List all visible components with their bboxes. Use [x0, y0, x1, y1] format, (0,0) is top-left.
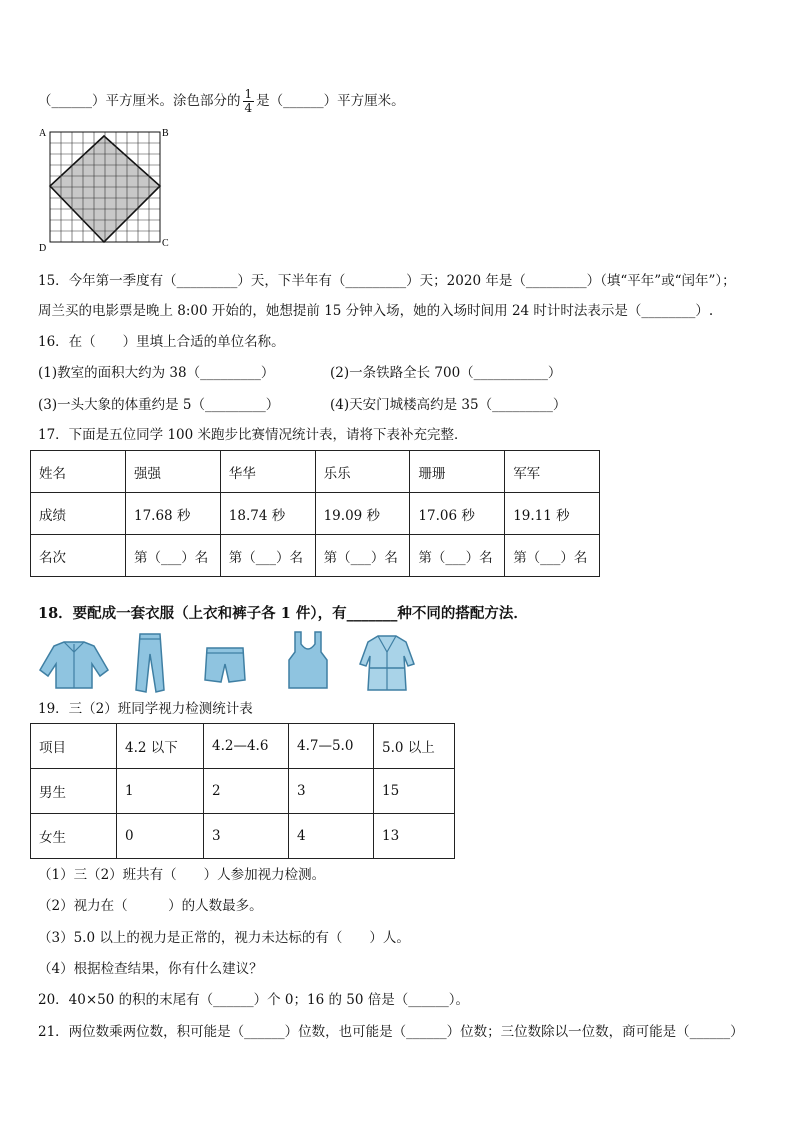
table-cell: 13: [374, 814, 455, 859]
q19-title: 19．三（2）班同学视力检测统计表: [38, 701, 253, 717]
table-cell: 第（___）名: [220, 535, 315, 577]
table-cell: 第（___）名: [410, 535, 505, 577]
table-cell: 3: [289, 769, 374, 814]
table-row: [31, 535, 600, 577]
q16-item-2: (2)一条铁路全长 700（___________）: [330, 365, 562, 381]
race-results-table: [30, 450, 600, 577]
q16-item-1: (1)教室的面积大约为 38（_________）: [38, 365, 275, 381]
tank-top-icon: [287, 630, 329, 690]
q20-text: 20．40×50 的积的末尾有（______）个 0；16 的 50 倍是（______）。: [38, 992, 469, 1008]
q14-line: [38, 88, 405, 115]
table-row: [31, 493, 600, 535]
coat-icon: [358, 632, 416, 692]
table-cell: 名次: [31, 535, 126, 577]
table-cell: 19.11 秒: [505, 493, 600, 535]
table-cell: 1: [117, 769, 204, 814]
table-cell: 男生: [31, 769, 117, 814]
corner-label-d: D: [39, 243, 47, 254]
q16-item-4: (4)天安门城楼高约是 35（_________）: [330, 397, 567, 413]
grid-figure: [36, 124, 176, 254]
table-row: [31, 814, 455, 859]
q17-title: 17．下面是五位同学 100 米跑步比赛情况统计表，请将下表补充完整．: [38, 427, 468, 443]
table-cell: 第（___）名: [315, 535, 410, 577]
table-cell: 19.09 秒: [315, 493, 410, 535]
table-cell: 第（___）名: [126, 535, 221, 577]
table-cell: 强强: [126, 451, 221, 493]
table-cell: 项目: [31, 724, 117, 769]
table-cell: 乐乐: [315, 451, 410, 493]
table-cell: 成绩: [31, 493, 126, 535]
corner-label-b: B: [162, 128, 169, 139]
vision-table: [30, 723, 455, 859]
table-cell: 姓名: [31, 451, 126, 493]
pants-icon: [130, 632, 170, 694]
q14-text-1: （______）平方厘米。涂色部分的: [38, 93, 241, 109]
table-row: [31, 451, 600, 493]
q16-item-3: (3)一头大象的体重约是 5（_________）: [38, 397, 280, 413]
table-cell: 4.2—4.6: [204, 724, 289, 769]
q19-question-4: （4）根据检查结果，你有什么建议？: [38, 961, 263, 977]
table-cell: 2: [204, 769, 289, 814]
fraction-numerator: 1: [244, 87, 253, 101]
table-cell: 珊珊: [410, 451, 505, 493]
jacket-icon: [38, 636, 110, 692]
corner-label-a: A: [39, 128, 47, 139]
table-cell: 华华: [220, 451, 315, 493]
q19-question-2: （2）视力在（ ）的人数最多。: [38, 898, 263, 914]
table-cell: 女生: [31, 814, 117, 859]
table-cell: 17.68 秒: [126, 493, 221, 535]
table-cell: 3: [204, 814, 289, 859]
q21-text: 21．两位数乘两位数，积可能是（______）位数，也可能是（______）位数；三位数除以一位数，商可能是（______）: [38, 1024, 744, 1040]
corner-label-c: C: [162, 238, 169, 249]
table-cell: 4.2 以下: [117, 724, 204, 769]
grid-lines-overlay: [50, 132, 160, 242]
table-cell: 4: [289, 814, 374, 859]
fraction: [243, 88, 255, 115]
table-cell: 4.7—5.0: [289, 724, 374, 769]
table-cell: 军军: [505, 451, 600, 493]
table-cell: 5.0 以上: [374, 724, 455, 769]
q14-text-2: 是（______）平方厘米。: [256, 93, 405, 109]
table-cell: 15: [374, 769, 455, 814]
table-cell: 17.06 秒: [410, 493, 505, 535]
shorts-icon: [203, 646, 247, 684]
table-cell: 18.74 秒: [220, 493, 315, 535]
q16-title: 16．在（ ）里填上合适的单位名称。: [38, 334, 285, 350]
fraction-denominator: 4: [244, 101, 253, 115]
q15-line-1: 15．今年第一季度有（_________）天，下半年有（_________）天；2020 年是（_________）（填“平年”或“闰年”）；: [38, 273, 736, 289]
table-cell: 0: [117, 814, 204, 859]
table-cell: 第（___）名: [505, 535, 600, 577]
table-row: [31, 769, 455, 814]
q19-question-3: （3）5.0 以上的视力是正常的，视力未达标的有（ ）人。: [38, 930, 410, 946]
q19-question-1: （1）三（2）班共有（ ）人参加视力检测。: [38, 867, 326, 883]
q18-title: 18．要配成一套衣服（上衣和裤子各 1 件），有_______种不同的搭配方法．: [38, 605, 528, 622]
table-row: [31, 724, 455, 769]
q15-line-2: 周兰买的电影票是晚上 8:00 开始的，她想提前 15 分钟入场，她的入场时间用 24 时计时法表示是（________）.: [38, 303, 714, 319]
